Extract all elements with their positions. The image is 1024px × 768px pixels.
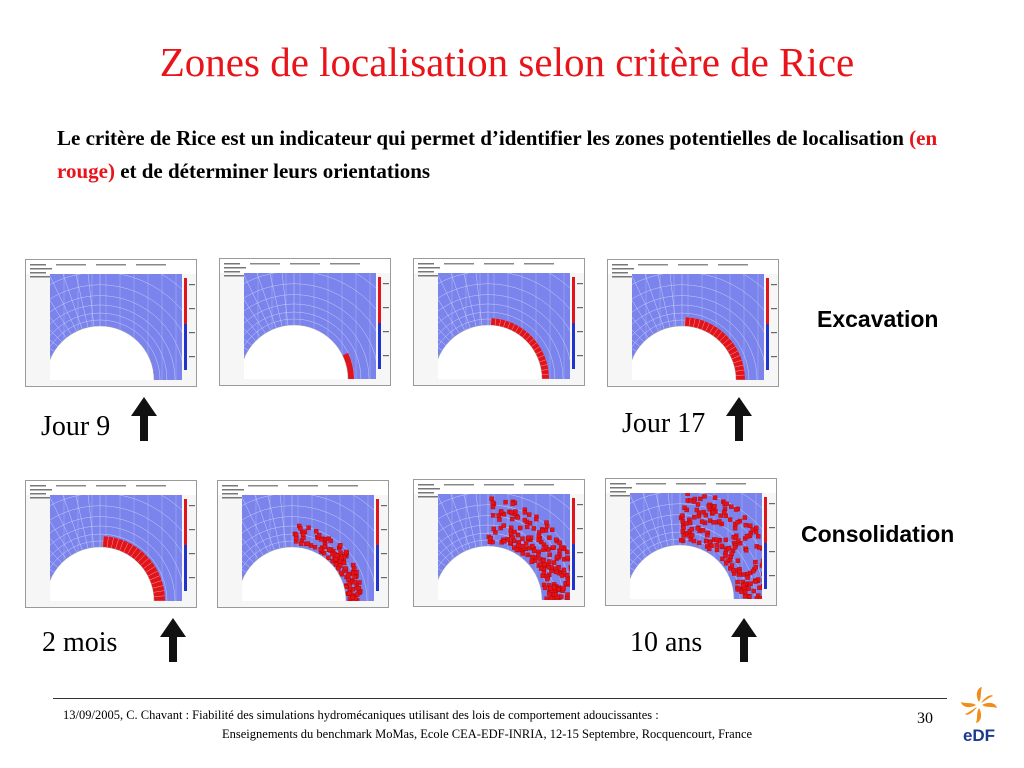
sim-excavation-4	[607, 259, 779, 387]
caption-jour-17: Jour 17	[622, 408, 706, 439]
intro-part1: Le critère de Rice est un indicateur qui permet d’identifier les zones potentielles de localisation	[57, 126, 910, 150]
label-excavation: Excavation	[817, 306, 939, 332]
sim-excavation-2	[219, 258, 391, 386]
logo-text: eDF	[962, 726, 996, 745]
sim-consolidation-2	[217, 480, 389, 608]
footer-divider	[53, 698, 947, 699]
slide-title: Zones de localisation selon critère de Rice	[159, 39, 855, 85]
arrow-up-icon	[730, 617, 758, 663]
footer-line-1: 13/09/2005, C. Chavant : Fiabilité des simulations hydromécaniques utilisant des lois de comportement adoucissantes :	[63, 708, 659, 722]
arrow-up-icon	[725, 396, 753, 442]
caption-10-ans: 10 ans	[630, 627, 703, 658]
sim-consolidation-4	[605, 478, 777, 606]
arrow-up-icon	[130, 396, 158, 442]
intro-highlight: (en rouge)	[57, 126, 938, 183]
edf-logo-icon	[954, 685, 1004, 745]
intro-part2: et de déterminer leurs orientations	[114, 159, 431, 183]
intro-text	[57, 122, 957, 188]
footer-line-2: Enseignements du benchmark MoMas, Ecole CEA-EDF-INRIA, 12-15 Septembre, Rocquencourt, France	[222, 727, 753, 741]
sim-consolidation-1	[25, 480, 197, 608]
label-consolidation: Consolidation	[801, 521, 955, 547]
arrow-up-icon	[159, 617, 187, 663]
caption-2-mois: 2 mois	[42, 627, 118, 658]
caption-jour-9: Jour 9	[41, 411, 111, 442]
page-number: 30	[917, 710, 933, 727]
sim-consolidation-3	[413, 479, 585, 607]
sim-excavation-3	[413, 258, 585, 386]
sim-excavation-1	[25, 259, 197, 387]
